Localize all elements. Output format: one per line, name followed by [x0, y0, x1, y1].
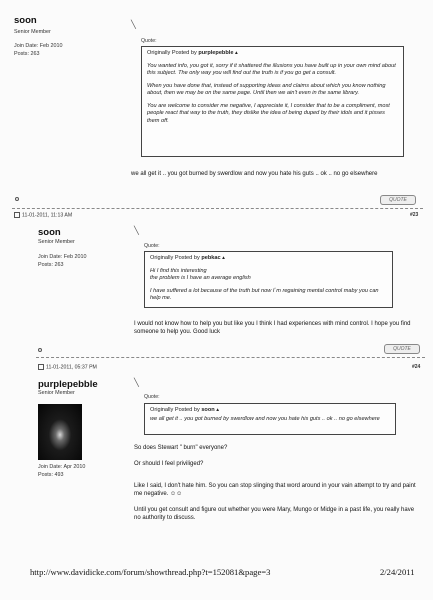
- page-url: http://www.davidicke.com/forum/showthread.php?t=152081&page=3: [30, 567, 271, 577]
- quote-paragraph: You wanted info, you got it, sorry if it shattered the illusions you have built up in your own mind about this subject. The only way you will find out the truth is if you go get a consult.: [147, 62, 396, 77]
- quote-header: [150, 407, 390, 415]
- post-date: [14, 212, 72, 219]
- avatar[interactable]: [38, 404, 82, 460]
- quote-author-prefix: Originally Posted by: [150, 407, 200, 413]
- quote-label: Quote:: [144, 243, 160, 249]
- post-count: Posts: 263: [14, 51, 40, 57]
- post-divider: [36, 357, 425, 358]
- post-number[interactable]: #23: [410, 212, 419, 218]
- view-post-icon[interactable]: ▴: [222, 255, 225, 261]
- quote-header: [150, 255, 387, 263]
- post-paragraph: we all get it .. you got burned by swerdlow and now you hate his guts .. ok .. no go elsewhere: [131, 171, 378, 177]
- select-post-checkbox[interactable]: [14, 212, 20, 218]
- online-status-icon: [38, 348, 42, 352]
- join-date: Join Date: Feb 2010: [14, 43, 63, 49]
- user-title: Senior Member: [14, 29, 51, 35]
- quote-paragraph: Hi I find this interesting the problem is I have an average english: [150, 267, 251, 282]
- post-count: Posts: 493: [38, 472, 64, 478]
- user-title: Senior Member: [38, 239, 75, 245]
- user-title: Senior Member: [38, 390, 75, 396]
- post-date-text: 11-01-2011, 05:37 PM: [46, 364, 97, 371]
- quote-author-prefix: Originally Posted by: [147, 50, 197, 56]
- post-message: [134, 444, 419, 529]
- post-count: Posts: 263: [38, 262, 64, 268]
- quote-paragraph: we all get it .. you got burned by swerdlow and now you hate his guts .. ok .. no go elsewhere: [150, 415, 380, 422]
- quote-header: [147, 50, 398, 58]
- quote-paragraph: When you have done that, instead of supporting ideas and claims about which you know nothing about, then we may be on the same page. Until then we ain't even in the same library.: [147, 82, 386, 97]
- username[interactable]: soon: [14, 15, 37, 26]
- quote-button[interactable]: QUOTE: [384, 344, 420, 354]
- post-date: [38, 364, 97, 371]
- quote-author[interactable]: purplepebble: [198, 50, 234, 56]
- post-paragraph: Until you get consult and figure out whether you were Mary, Mungo or Midge in a past life, you really have no authority to discuss.: [134, 507, 415, 522]
- view-post-icon[interactable]: ▴: [216, 407, 220, 413]
- join-date: Join Date: Feb 2010: [38, 254, 87, 260]
- join-date: Join Date: Apr 2010: [38, 464, 86, 470]
- post-paragraph: Or should I feel priviliged?: [134, 461, 204, 468]
- post-divider: [12, 208, 423, 209]
- post-icon: ╲: [131, 20, 136, 29]
- username[interactable]: purplepebble: [38, 379, 98, 390]
- quote-paragraph: You are welcome to consider me negative, I appreciate it, I consider that to be a compliment, most people react that way to the truth, they dislike the idea of being duped by their idols and it pisses them off.: [147, 102, 390, 124]
- quote-button[interactable]: QUOTE: [380, 195, 416, 205]
- quote-box: [144, 403, 396, 435]
- quote-box: [141, 46, 404, 157]
- post-paragraph: So does Stewart " burn" everyone?: [134, 445, 228, 451]
- post-paragraph: Like I said, I don't hate him. So you can stop slinging that word around in your vain attempt to try and paint me negative. ☺☺: [134, 483, 416, 498]
- post-number[interactable]: #24: [412, 364, 421, 370]
- select-post-checkbox[interactable]: [38, 364, 44, 370]
- post-icon: ╲: [134, 226, 139, 235]
- post-message: [134, 320, 419, 342]
- quote-label: Quote:: [144, 394, 160, 400]
- quote-paragraph: I have suffered a lot because of the truth but now I`m regaining mental control maby you can help me.: [150, 287, 379, 302]
- post-date-text: 11-01-2011, 11:13 AM: [22, 212, 73, 219]
- username[interactable]: soon: [38, 227, 61, 238]
- quote-author[interactable]: soon: [201, 407, 215, 413]
- quote-box: [144, 251, 393, 308]
- quote-label: Quote:: [141, 38, 157, 44]
- post-paragraph: I would not know how to help you but like you I think I had experiences with mind control. I hope you find someone to help you. Good luck: [134, 321, 411, 336]
- print-date: 2/24/2011: [380, 567, 415, 577]
- post-icon: ╲: [134, 378, 139, 387]
- view-post-icon[interactable]: ▴: [235, 50, 238, 56]
- quote-author[interactable]: pebkac: [201, 255, 221, 261]
- quote-author-prefix: Originally Posted by: [150, 255, 200, 261]
- online-status-icon: [15, 197, 19, 201]
- post-message: [131, 170, 421, 184]
